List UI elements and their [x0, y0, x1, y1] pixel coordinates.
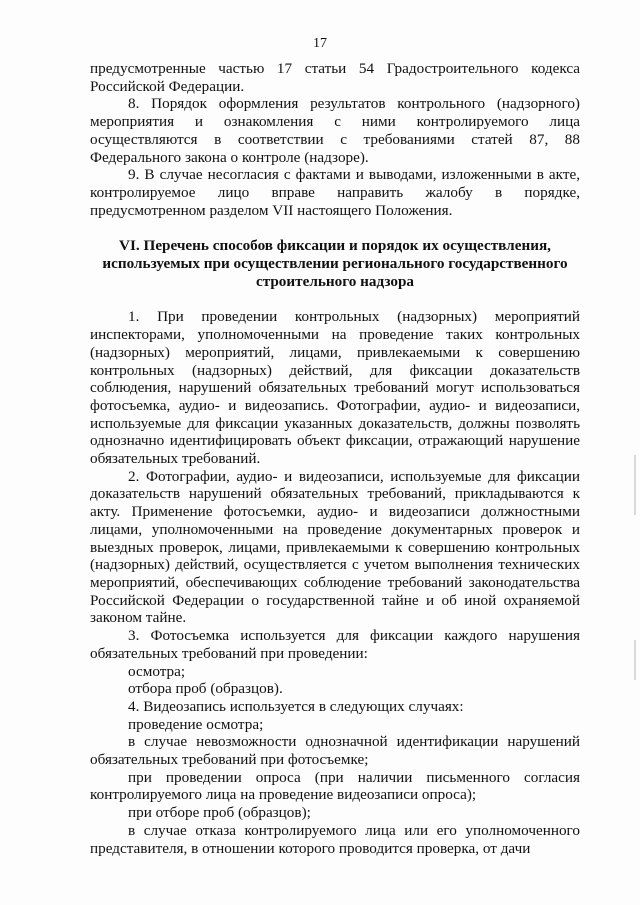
page-number: 17: [313, 36, 327, 51]
list-item: при отборе проб (образцов);: [128, 804, 311, 822]
paragraph-continuation: предусмотренные частью 17 статьи 54 Градостроительного кодекса Российской Федерации.: [90, 60, 580, 95]
spacer: [90, 219, 580, 237]
paragraph-2: 2. Фотографии, аудио- и видеозаписи, используемые для фиксации доказательств нарушений обязательных требований, прикладываются к акту. Применение фотосъемки, аудио- и видеозаписи должностными лицами, уполномоченными на проведение документарных проверок и выездных проверок, лицами, привлекаемыми к совершению контрольных (надзорных) действий, осуществляется с учетом выполнения технических мероприятий, обеспечивающих соблюдение требований законодательства Российской Федерации о государственной тайне и об иной охраняемой законом тайне.: [90, 467, 580, 627]
list-item: в случае отказа контролируемого лица или его уполномоченного представителя, в отношении которого проводится проверка, от дачи: [90, 821, 580, 857]
paragraph-8: 8. Порядок оформления результатов контрольного (надзорного) мероприятия и ознакомления с ними контролируемого лица осуществляются в соответствии с требованиями статей 87, 88 Федерального закона о контроле (надзоре).: [90, 95, 580, 166]
scan-edge-mark: [634, 455, 636, 515]
list-item: отбора проб (образцов).: [128, 680, 283, 698]
list-item: осмотра;: [128, 662, 186, 680]
spacer: [90, 290, 580, 308]
scan-edge-mark: [634, 640, 636, 680]
list-item: в случае невозможности однозначной идентификации нарушений обязательных требований при фотосъемке;: [90, 733, 580, 769]
paragraph-1: 1. При проведении контрольных (надзорных) мероприятий инспекторами, уполномоченными на проведение таких контрольных (надзорных) мероприятий, лицами, привлекаемыми к совершению контрольных (надзорных) действий, для фиксации доказательств соблюдения, нарушений обязательных требований могут использоваться фотосъемка, аудио- и видеозапись. Фотографии, аудио- и видеозаписи, используемые для фиксации указанных доказательств, должны позволять однозначно идентифицировать объект фиксации, отражающий нарушение обязательных требований.: [90, 308, 580, 468]
section-heading: VI. Перечень способов фиксации и порядок их осуществления, используемых при осуществлении регионального государственного строительного надзора: [102, 237, 568, 290]
paragraph-9: 9. В случае несогласия с фактами и выводами, изложенными в акте, контролируемое лицо вправе направить жалобу в порядке, предусмотренном разделом VII настоящего Положения.: [90, 166, 580, 219]
list-item: при проведении опроса (при наличии письменного согласия контролируемого лица на проведение видеозаписи опроса);: [90, 768, 580, 804]
paragraph-3: 3. Фотосъемка используется для фиксации каждого нарушения обязательных требований при проведении:: [90, 627, 580, 662]
list-item: проведение осмотра;: [128, 715, 264, 733]
paragraph-4: 4. Видеозапись используется в следующих случаях:: [128, 697, 464, 715]
page-body: [90, 60, 580, 857]
